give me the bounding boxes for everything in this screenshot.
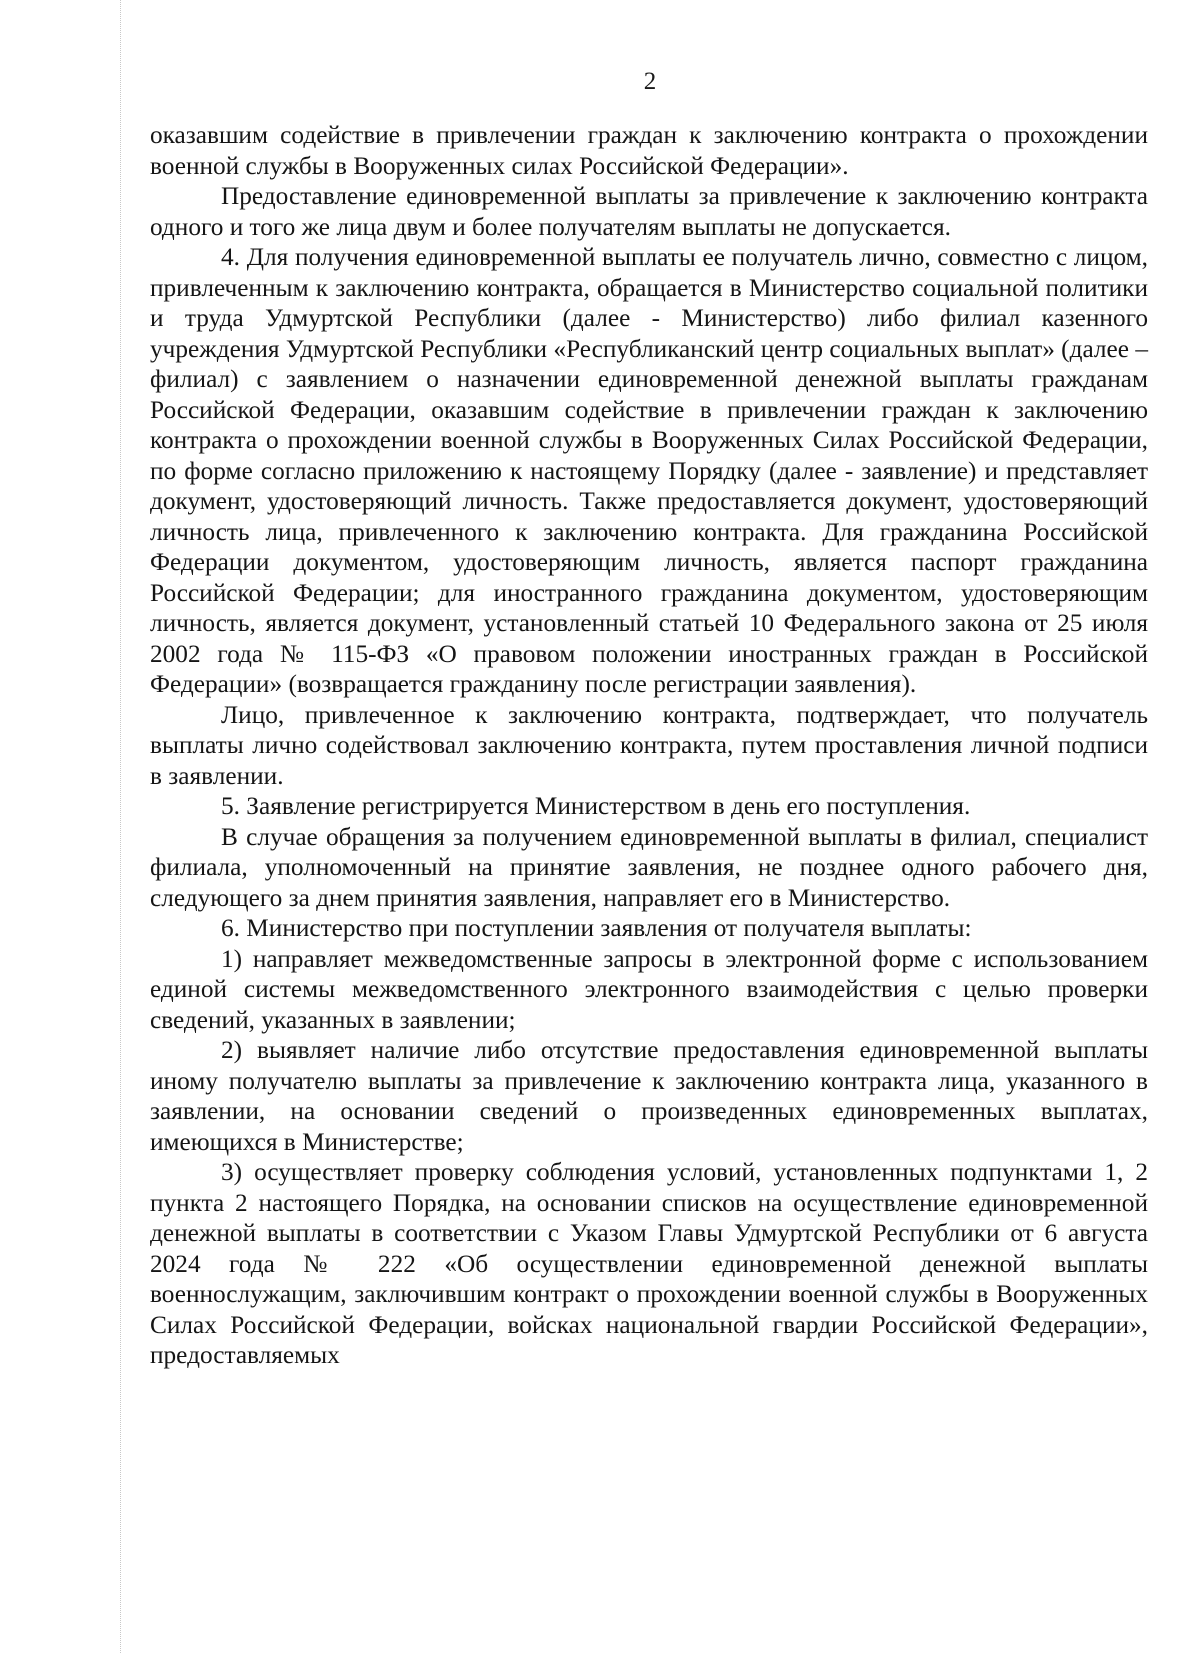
paragraph-subitem-1: 1) направляет межведомственные запросы в электронной форме с использованием единой системы межведомственного электронного взаимодействия с целью проверки сведений, указанных в заявлении; [150, 944, 1148, 1034]
page-number: 2 [643, 68, 657, 95]
paragraph-subitem-2: 2) выявляет наличие либо отсутствие предоставления единовременной выплаты иному получателю выплаты за привлечение к заключению контракта лица, указанного в заявлении, на основании сведений о произведенных единовременных выплатах, имеющихся в Министерстве; [150, 1036, 1148, 1156]
paragraph-subitem-3: 3) осуществляет проверку соблюдения условий, установленных подпунктами 1, 2 пункта 2 настоящего Порядка, на основании списков на осуществление единовременной денежной выплаты в соответствии с Указом Главы Удмуртской Республики от 6 августа 2024 года № 222 «Об осуществлении единовременной денежной выплаты военнослужащим, заключившим контракт о прохождении военной службы в Вооруженных Силах Российской Федерации, войсках национальной гвардии Российской Федерации», предоставляемых [150, 1158, 1148, 1369]
paragraph-signature-confirmation: Лицо, привлеченное к заключению контракта, подтверждает, что получатель выплаты лично содействовал заключению контракта, путем проставления личной подписи в заявлении. [150, 700, 1148, 790]
paragraph-continuation: оказавшим содействие в привлечении граждан к заключению контракта о прохождении военной службы в Вооруженных силах Российской Федерации». [150, 121, 1148, 180]
paragraph-item-6: 6. Министерство при поступлении заявления от получателя выплаты: [221, 914, 972, 942]
paragraph-branch-referral: В случае обращения за получением единовременной выплаты в филиал, специалист филиала, уполномоченный на принятие заявления, не позднее одного рабочего дня, следующего за днем принятия заявления, направляет его в Министерство. [150, 822, 1148, 912]
paragraph-no-duplicate-payment: Предоставление единовременной выплаты за привлечение к заключению контракта одного и того же лица двум и более получателям выплаты не допускается. [150, 182, 1148, 241]
scan-binding-line [120, 0, 121, 1653]
paragraph-item-4: 4. Для получения единовременной выплаты ее получатель лично, совместно с лицом, привлеченным к заключению контракта, обращается в Министерство социальной политики и труда Удмуртской Республики (далее - Министерство) либо филиал казенного учреждения Удмуртской Республики «Республиканский центр социальных выплат» (далее – филиал) с заявлением о назначении единовременной денежной выплаты гражданам Российской Федерации, оказавшим содействие в привлечении граждан к заключению контракта о прохождении военной службы в Вооруженных Силах Российской Федерации, по форме согласно приложению к настоящему Порядку (далее - заявление) и представляет документ, удостоверяющий личность. Также предоставляется документ, удостоверяющий личность лица, привлеченного к заключению контракта. Для гражданина Российской Федерации документом, удостоверяющим личность, является паспорт гражданина Российской Федерации; для иностранного гражданина документом, удостоверяющим личность, является документ, установленный статьей 10 Федерального закона от 25 июля 2002 года № 115-ФЗ «О правовом положении иностранных граждан в Российской Федерации» (возвращается гражданину после регистрации заявления). [150, 243, 1148, 698]
paragraph-item-5: 5. Заявление регистрируется Министерством в день его поступления. [221, 792, 971, 820]
document-body [150, 120, 1148, 1371]
